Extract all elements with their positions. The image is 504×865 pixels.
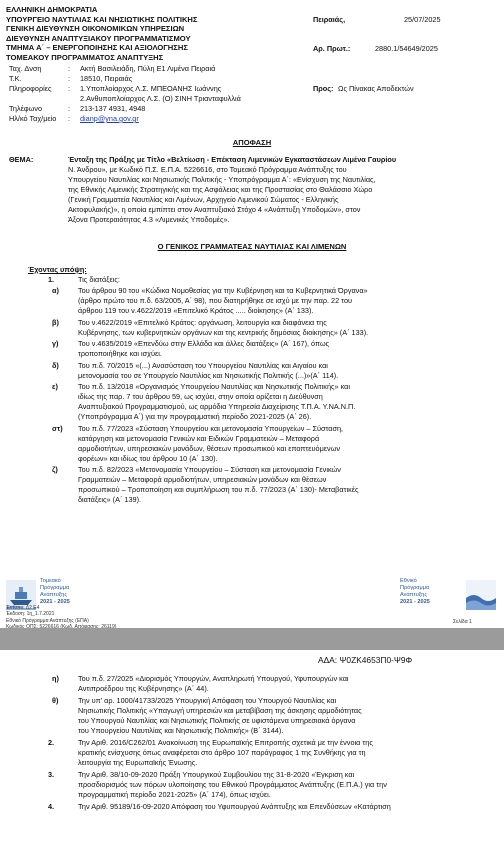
subitem-line: ιδίως της παρ. 7 του άρθρου 59, ως ισχύει, στην οποία ορίζεται η Διεύθυνση xyxy=(78,392,323,401)
subitem-mark: ε) xyxy=(52,382,58,391)
subitem-line: φορέων» και ιδίως του άρθρου 10 (Α΄ 130). xyxy=(78,453,218,463)
item-line: προσδιορισμός των πόρων υλοποίησης του Εθνικού Προγράμματος Ανάπτυξης (Ε.Π.Α.) για την xyxy=(78,780,387,789)
subitem-line: Γραμματειών – Μεταφορά αρμοδιοτήτων, υπηρεσιακών μονάδων και θέσεων xyxy=(78,475,327,484)
item-number: 1. xyxy=(48,275,55,284)
subitem-line: Την υπ' αρ. 1000/41733/2025 Υπουργική Απόφαση του Υπουργού Ναυτιλίας και xyxy=(78,696,337,705)
contact-value: 2.Ανθυποπλοίαρχος Λ.Σ. (Ο) ΣΙΝΗ Τριανταφυλλιά xyxy=(80,94,241,103)
subitem-line: Του άρθρου 90 του «Κώδικα Νομοθεσίας για την Κυβέρνηση και τα Κυβερνητικά Όργανα» xyxy=(78,286,368,295)
subitem-line: (άρθρο πρώτο του π.δ. 63/2005, Α΄ 98), που διατηρήθηκε σε ισχύ με την παρ. 22 του xyxy=(78,296,353,305)
footer-line: Εθνικό Πρόγραμμα Ανάπτυξης (ΕΠΑ) xyxy=(6,617,89,624)
logo-text: Πρόγραμμα xyxy=(40,585,70,591)
item-number: 3. xyxy=(48,770,55,779)
subitem-line: Του π.δ. 77/2023 «Σύσταση Υπουργείου και μετονομασία Υπουργείων – Σύσταση, xyxy=(78,423,344,433)
secretary-heading: Ο ΓΕΝΙΚΟΣ ΓΡΑΜΜΑΤΕΑΣ ΝΑΥΤΙΛΙΑΣ ΚΑΙ ΛΙΜΕΝΩΝ xyxy=(157,242,347,251)
header-line: ΥΠΟΥΡΓΕΙΟ ΝΑΥΤΙΛΙΑΣ ΚΑΙ ΝΗΣΙΩΤΙΚΗΣ ΠΟΛΙΤΙΚΗΣ xyxy=(6,14,198,24)
subitem-line: Του ν.4635/2019 «Επενδύω στην Ελλάδα και άλλες διατάξεις» (Α΄ 167), όπως xyxy=(78,339,330,348)
subitem-line: του Υπουργείου Ναυτιλίας και Νησιωτικής Πολιτικής» (Β΄ 3144). xyxy=(78,726,284,735)
subitem-line: Του π.δ. 13/2018 «Οργανισμός Υπουργείου Ναυτιλίας και Νησιωτικής Πολιτικής» και xyxy=(78,382,351,391)
subject-label: ΘΕΜΑ: xyxy=(9,155,34,164)
subitem-mark: γ) xyxy=(52,339,59,348)
subitem-line: του Υπουργού Ναυτιλίας και Νησιωτικής Πολιτικής σε υφιστάμενα υπηρεσιακά όργανα xyxy=(78,716,356,725)
item-line: Την Αριθ. 38/10-09-2020 Πράξη Υπουργικού Συμβουλίου της 31-8-2020 «Έγκριση και xyxy=(78,770,355,779)
contact-colon: : xyxy=(68,74,71,83)
subitem-mark: δ) xyxy=(52,360,59,370)
contact-value: 213-137 4931, 4948 xyxy=(80,104,146,113)
subitem-line: Αναπτυξιακού Προγραμματισμού, ως αρμόδια Υπηρεσία Διαχείρισης Τ.Π.Α. Υ.ΝΑ.Ν.Π. xyxy=(78,402,356,411)
contact-label: Πληροφορίες xyxy=(9,84,52,93)
subitem-mark: στ) xyxy=(52,423,63,433)
subitem-line: Αντιπροέδρου της Κυβέρνησης» (Α΄ 44). xyxy=(78,684,209,693)
item-text: Τις διατάξεις: xyxy=(78,275,120,284)
item-line: Την Αριθ. 95189/16-09-2020 Απόφαση του Υφυπουργού Ανάπτυξης και Επενδύσεων «Κατάρτιση xyxy=(78,802,391,811)
logo-text: 2021 - 2025 xyxy=(400,599,430,605)
subitem-mark: θ) xyxy=(52,696,59,705)
subitem-line: Νησιωτικής Πολιτικής «Υπαγωγή υπηρεσιών και μεταβίβαση της άσκησης αρμοδιότητας xyxy=(78,706,362,715)
recipients-value: Ως Πίνακας Αποδεκτών xyxy=(338,84,414,93)
contact-label: Ηλ/κό Ταχ/μείο xyxy=(9,114,57,123)
date: 25/07/2025 xyxy=(404,15,441,24)
protocol-number: 2880.1/54649/2025 xyxy=(375,44,438,53)
subject-line: Υπουργείου Ναυτιλίας και Νησιωτικής Πολιτικής - Υποπρόγραμμα Α΄: «Ενίσχυση της Ναυτιλίας, xyxy=(68,175,376,184)
subject-line: της Εθνικής Λιμενικής Στρατηγικής και της Ασφάλειας και της Προστασίας στο Θαλάσσιο Χώρο xyxy=(68,185,373,194)
protocol-label: Αρ. Πρωτ.: xyxy=(313,44,351,53)
logo-text: Πρόγραμμα xyxy=(400,585,430,591)
logo-text: Τομεακό xyxy=(40,578,61,584)
decision-title: ΑΠΟΦΑΣΗ xyxy=(232,138,272,147)
subject-line: (Γενική Γραμματεία Ναυτιλίας και Λιμένων, Αρχηγείο Λιμενικού Σώματος - Ελληνικής xyxy=(68,195,339,204)
subject-line: Ένταξη της Πράξης με Τίτλο «Βελτίωση - Επέκταση Λιμενικών Εγκαταστάσεων Λιμένα Γαυρίου xyxy=(68,155,397,164)
footer-line: Έντυπο: Δ2 Ε4 xyxy=(6,605,40,611)
subitem-line: (Υποπρόγραμμα Α΄) για την προγραμματική περίοδο 2021-2025 (Α΄ 26). xyxy=(78,412,312,421)
contact-label: Τηλέφωνο xyxy=(9,104,43,113)
header-line: ΤΟΜΕΑΚΟΥ ΠΡΟΓΡΑΜΜΑΤΟΣ ΑΝΑΠΤΥΞΗΣ xyxy=(6,53,164,62)
subitem-mark: η) xyxy=(52,674,59,683)
contact-label: Ταχ. Δνση xyxy=(9,64,42,73)
subitem-line: αρμοδιοτήτων, υπηρεσιακών μονάδων, θέσεων προσωπικού και εποπτευόμενων xyxy=(78,443,341,453)
subitem-line: κατάργηση και μετονομασία Γενικών και Ειδικών Γραμματειών – Μεταφορά xyxy=(78,433,320,443)
national-program-logo xyxy=(400,576,500,616)
logo-text: 2021 - 2025 xyxy=(40,599,70,605)
subject-line: Ν. Άνδρου», με Κωδικό Π.Σ. Ε.Π.Α. 5226616, στο Τομεακό Πρόγραμμα Ανάπτυξης του xyxy=(68,165,347,174)
subitem-line: τροποποιήθηκε και ισχύει. xyxy=(78,349,162,358)
contact-label: Τ.Κ. xyxy=(9,74,22,83)
logo-text: Ανάπτυξης xyxy=(400,592,428,598)
header-line: ΤΜΗΜΑ Α΄ – ΕΝΕΡΓΟΠΟΙΗΣΗΣ ΚΑΙ ΑΞΙΟΛΟΓΗΣΗΣ xyxy=(6,43,188,53)
having-regard-heading: Έχοντας υπόψη: xyxy=(28,265,87,274)
subitem-mark: β) xyxy=(52,317,59,327)
page-number: Σελίδα 1 xyxy=(453,619,472,625)
item-line: λειτουργία της Ευρωπαϊκής Ένωσης. xyxy=(78,758,198,767)
subitem-line: άρθρου 119 του ν.4622/2019 «Επιτελικό Κράτος ..... διοίκησης» (Α΄ 133). xyxy=(78,306,314,315)
page-separator xyxy=(0,628,504,650)
logo-text: Ανάπτυξης xyxy=(40,592,68,598)
subitem-line: Κυβέρνησης, των κυβερνητικών οργάνων και της κεντρικής δημόσιας διοίκησης» (Α΄ 133). xyxy=(78,327,369,337)
header-line: ΔΙΕΥΘΥΝΣΗ ΑΝΑΠΤΥΞΙΑΚΟΥ ΠΡΟΓΡΑΜΜΑΤΙΣΜΟΥ xyxy=(6,33,191,43)
subitem-line: Του π.δ. 70/2015 «(...) Ανασύσταση του Υπουργείου Ναυτιλίας και Αιγαίου και xyxy=(78,360,328,370)
contact-value: 18510, Πειραιάς xyxy=(80,74,133,83)
item-number: 4. xyxy=(48,802,55,811)
contact-colon: : xyxy=(68,104,71,113)
contact-colon: : xyxy=(68,84,71,93)
item-line: Την Αριθ. 2016/C262/01 Ανακοίνωση της Ευρωπαϊκής Επιτροπής σχετικά με την έννοια της xyxy=(78,738,373,747)
contact-value: Ακτή Βασιλειάδη, Πύλη Ε1 Λιμένα Πειραιά xyxy=(80,64,216,73)
subitem-mark: ζ) xyxy=(52,465,58,474)
header-line: ΕΛΛΗΝΙΚΗ ΔΗΜΟΚΡΑΤΙΑ xyxy=(6,5,98,14)
city: Πειραιάς, xyxy=(313,15,346,24)
logo-text: Εθνικό xyxy=(400,578,417,584)
subitem-line: Του π.δ. 82/2023 «Μετονομασία Υπουργείου – Σύσταση και μετονομασία Γενικών xyxy=(78,465,341,474)
footer-line: Έκδοση: 1η_1.7.2021 xyxy=(6,611,55,618)
subitem-line: Του ν.4622/2019 «Επιτελικό Κράτος: οργάνωση, λειτουργία και διαφάνεια της xyxy=(78,317,327,327)
subitem-line: διατάξεις» (Α΄ 139). xyxy=(78,495,142,504)
item-line: προγραμματική περίοδο 2021-2025» (Α΄ 174), όπως ισχύει. xyxy=(78,790,271,799)
item-line: κρατικής ενίσχυσης όπως αναφέρεται στο άρθρο 107 παράγραφος 1 της Συνθήκης για τη xyxy=(78,748,366,757)
subject-line: Άξονα Προτεραιότητας 4.3 «Λιμενικές Υποδομές». xyxy=(68,215,230,224)
document-page-2 xyxy=(0,650,504,865)
contact-colon: : xyxy=(68,64,71,73)
contact-value: 1.Υποπλοίαρχος Λ.Σ. ΜΠΕΟΑΝΗΣ Ιωάννης xyxy=(80,84,222,93)
subitem-line: προσωπικού – Τροποποίηση και συμπλήρωση του π.δ. 77/2023 (Α΄ 130)- Μεταβατικές xyxy=(78,485,359,494)
subitem-line: Του π.δ. 27/2025 «Διορισμός Υπουργών, Αναπληρωτή Υπουργού, Υφυπουργών και xyxy=(78,674,349,683)
header-line: ΓΕΝΙΚΗ ΔΙΕΥΘΥΝΣΗ ΟΙΚΟΝΟΜΙΚΩΝ ΥΠΗΡΕΣΙΩΝ xyxy=(6,24,185,34)
recipients-label: Προς: xyxy=(313,84,334,93)
wave-icon xyxy=(466,580,496,610)
item-number: 2. xyxy=(48,738,55,747)
subitem-mark: α) xyxy=(52,286,59,295)
contact-colon: : xyxy=(68,114,71,123)
ada-code: ΑΔΑ: Ψ0ΖΚ4653Π0-Ψ9Φ xyxy=(318,655,413,665)
subitem-line: μετονομασία του σε Υπουργείο Ναυτιλίας και Νησιωτικής Πολιτικής (...)»(Α΄ 114). xyxy=(78,370,339,380)
email-link[interactable]: dianp@yna.gov.gr xyxy=(80,114,139,123)
subject-line: Ακτοφυλακής)», η οποία εμπίπτει στον Αναπτυξιακό Στόχο 4 «Ανάπτυξη Υποδομών», στον xyxy=(68,205,361,214)
